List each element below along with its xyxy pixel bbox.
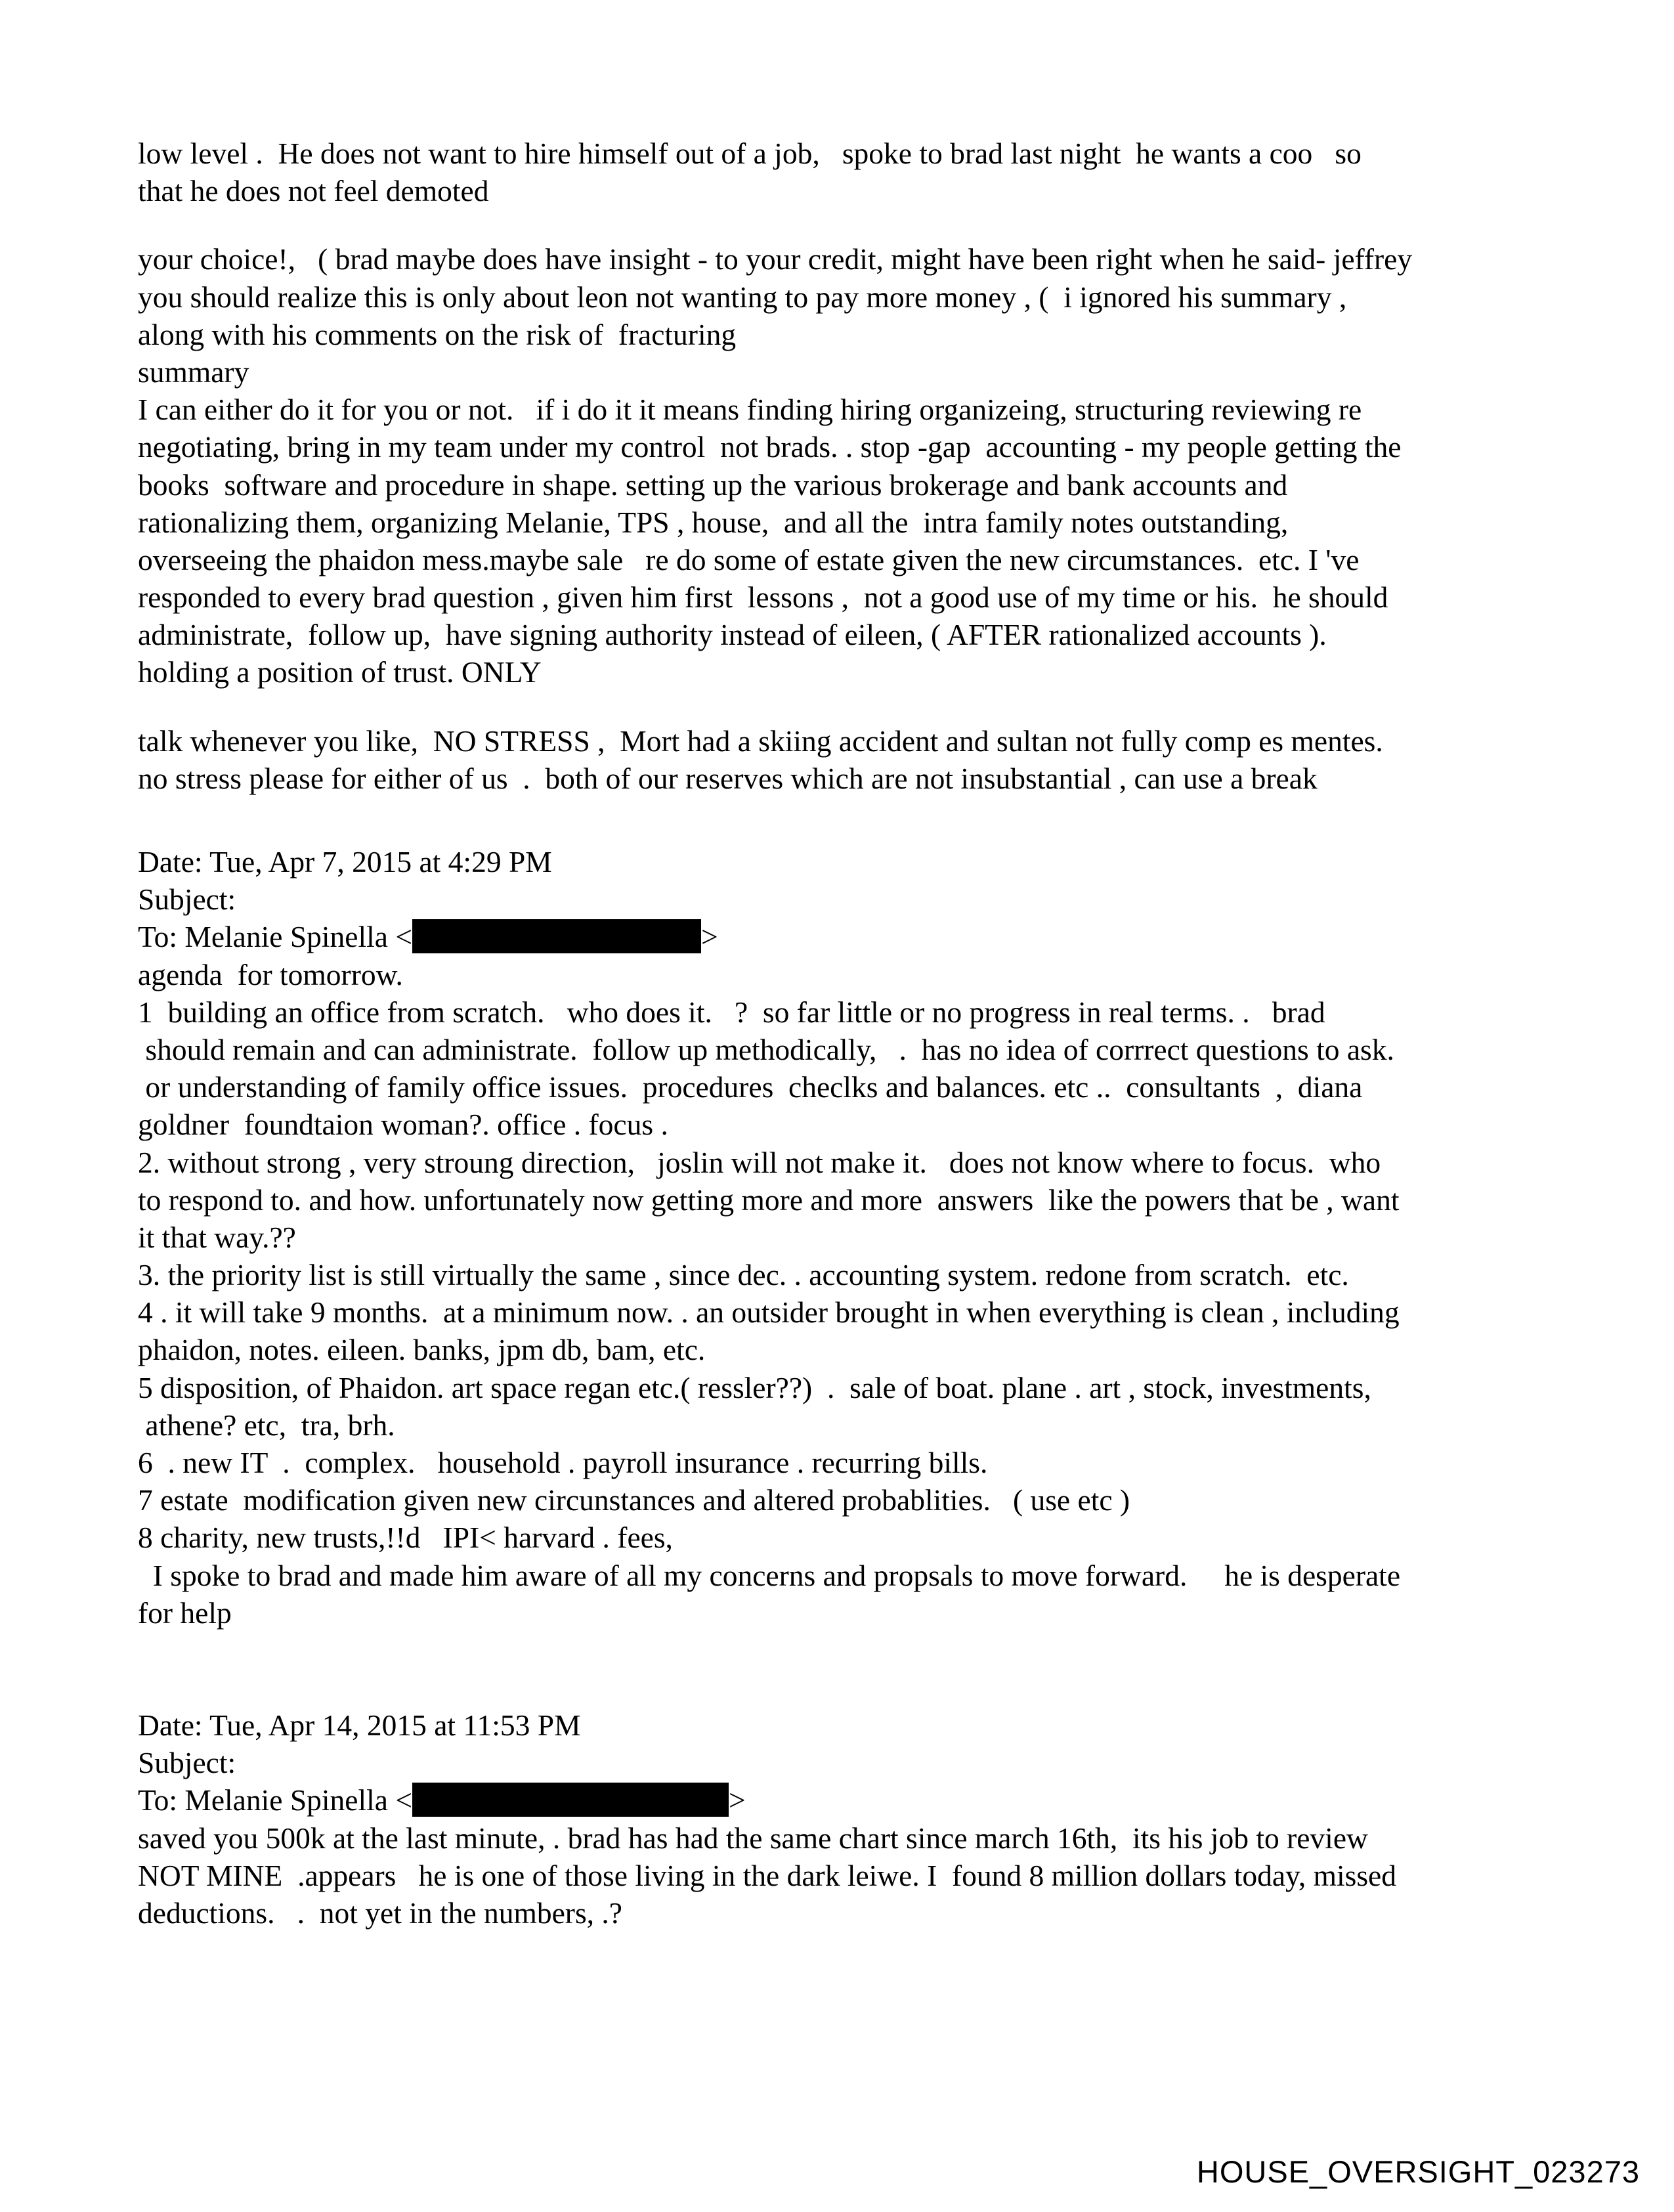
email-body-line: 4 . it will take 9 months. at a minimum now. . an outsider brought in when everything is clean , including bbox=[138, 1295, 1400, 1330]
email-apr-14 bbox=[138, 1706, 1569, 1932]
text-line: your choice!, ( brad maybe does have insight - to your credit, might have been right when he said- jeffrey bbox=[138, 242, 1413, 276]
redaction-box bbox=[412, 919, 701, 953]
email-recipient bbox=[138, 918, 1569, 955]
text-line: that he does not feel demoted bbox=[138, 174, 489, 208]
text-line: you should realize this is only about leon not wanting to pay more money , ( i ignored his summary , bbox=[138, 280, 1347, 314]
email-body-line: saved you 500k at the last minute, . brad has had the same chart since march 16th, its his job to review bbox=[138, 1821, 1368, 1855]
email-body-line: 7 estate modification given new circunstances and altered probablities. ( use etc ) bbox=[138, 1483, 1130, 1517]
email-body-line: or understanding of family office issues. procedures checlks and balances. etc .. consultants , diana bbox=[138, 1070, 1363, 1104]
text-line: overseeing the phaidon mess.maybe sale re do some of estate given the new circumstances. etc. I 've bbox=[138, 542, 1360, 576]
email-apr-7 bbox=[138, 843, 1569, 1632]
email-body-line: 5 disposition, of Phaidon. art space regan etc.( ressler??) . sale of boat. plane . art , stock, investments, bbox=[138, 1370, 1371, 1404]
recipient-name: To: Melanie Spinella < bbox=[138, 920, 412, 954]
text-line: low level . He does not want to hire himself out of a job, spoke to brad last night he wants a coo so bbox=[138, 137, 1362, 170]
paragraph-spacer bbox=[138, 209, 1569, 240]
text-line: no stress please for either of us . both of our reserves which are not insubstantial , can use a break bbox=[138, 761, 1318, 795]
paragraph-spacer bbox=[138, 1632, 1569, 1706]
email-date: Date: Tue, Apr 14, 2015 at 11:53 PM bbox=[138, 1708, 581, 1742]
email-body-line: NOT MINE .appears he is one of those living in the dark leiwe. I found 8 million dollars today, missed bbox=[138, 1858, 1396, 1892]
paragraph-spacer bbox=[138, 797, 1569, 843]
bates-number: HOUSE_OVERSIGHT_023273 bbox=[1196, 2154, 1640, 2189]
email-body-line: to respond to. and how. unfortunately now getting more and more answers like the powers that be , want bbox=[138, 1182, 1400, 1217]
paragraph-spacer bbox=[138, 691, 1569, 722]
email-body-line: athene? etc, tra, brh. bbox=[138, 1408, 395, 1442]
paragraph-intro bbox=[138, 135, 1569, 209]
email-body-line: 2. without strong , very stroung direction, joslin will not make it. does not know where to focus. who bbox=[138, 1145, 1381, 1179]
email-body-line: it that way.?? bbox=[138, 1220, 296, 1254]
email-body-line: for help bbox=[138, 1595, 232, 1630]
email-body-line: I spoke to brad and made him aware of all my concerns and propsals to move forward. he is desperate bbox=[138, 1558, 1401, 1592]
paragraph-no-stress bbox=[138, 722, 1569, 797]
email-body-line: goldner foundtaion woman?. office . focus . bbox=[138, 1108, 668, 1142]
email-body-line: 3. the priority list is still virtually the same , since dec. . accounting system. redone from scratch. etc. bbox=[138, 1258, 1349, 1292]
text-line: talk whenever you like, NO STRESS , Mort had a skiing accident and sultan not fully comp es mentes. bbox=[138, 724, 1383, 758]
email-body-line: phaidon, notes. eileen. banks, jpm db, bam, etc. bbox=[138, 1333, 706, 1367]
email-body-line: deductions. . not yet in the numbers, .? bbox=[138, 1896, 622, 1930]
text-line: summary bbox=[138, 355, 249, 389]
email-recipient bbox=[138, 1781, 1569, 1819]
recipient-bracket: > bbox=[701, 920, 718, 954]
email-body-line: agenda for tomorrow. bbox=[138, 957, 403, 991]
email-subject: Subject: bbox=[138, 1746, 236, 1780]
recipient-name: To: Melanie Spinella < bbox=[138, 1783, 412, 1817]
email-body-line: 6 . new IT . complex. household . payroll insurance . recurring bills. bbox=[138, 1446, 988, 1479]
text-line: rationalizing them, organizing Melanie, TPS , house, and all the intra family notes outstanding, bbox=[138, 505, 1289, 539]
email-date: Date: Tue, Apr 7, 2015 at 4:29 PM bbox=[138, 845, 552, 878]
text-line: along with his comments on the risk of fracturing bbox=[138, 317, 737, 351]
text-line: administrate, follow up, have signing authority instead of eileen, ( AFTER rationalized accounts ). bbox=[138, 618, 1327, 652]
email-subject: Subject: bbox=[138, 882, 236, 917]
text-line: books software and procedure in shape. setting up the various brokerage and bank accounts and bbox=[138, 467, 1288, 502]
email-body-line: 8 charity, new trusts,!!d IPI< harvard . fees, bbox=[138, 1521, 673, 1555]
email-body-line: 1 building an office from scratch. who does it. ? so far little or no progress in real terms. . brad bbox=[138, 995, 1325, 1029]
paragraph-your-choice bbox=[138, 240, 1569, 691]
recipient-bracket: > bbox=[729, 1783, 746, 1817]
redaction-box bbox=[412, 1783, 729, 1817]
text-line: responded to every brad question , given him first lessons , not a good use of my time or his. he should bbox=[138, 580, 1388, 615]
text-line: holding a position of trust. ONLY bbox=[138, 655, 542, 689]
text-line: negotiating, bring in my team under my control not brads. . stop -gap accounting - my people getting the bbox=[138, 430, 1402, 464]
text-line: I can either do it for you or not. if i do it it means finding hiring organizeing, structuring reviewing re bbox=[138, 393, 1362, 427]
email-body-line: should remain and can administrate. follow up methodically, . has no idea of corrrect questions to ask. bbox=[138, 1032, 1394, 1066]
document-body bbox=[138, 135, 1569, 1932]
